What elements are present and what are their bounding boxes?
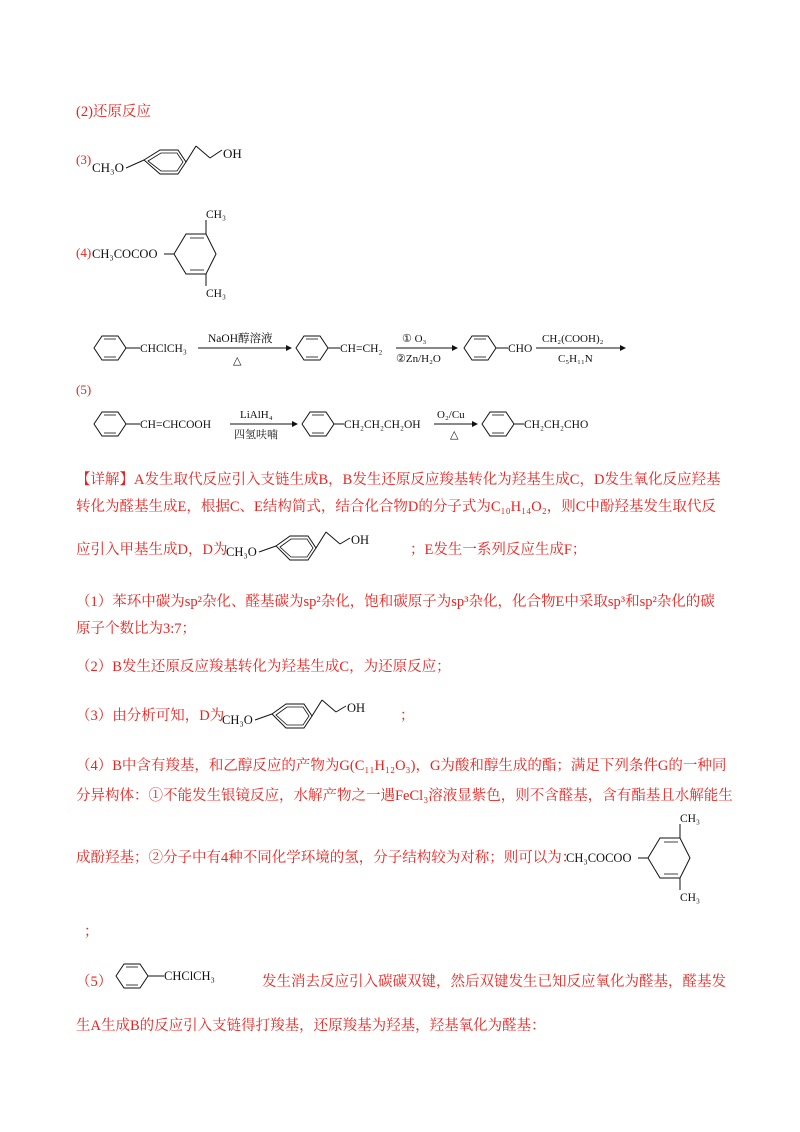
part3-hydroxyl: OH (347, 701, 366, 715)
arrow1-reagent: NaOH醇溶液 (208, 333, 273, 345)
detail-line-3a: 应引入甲基生成D，D为 (76, 542, 228, 558)
ester-label: CH₃COCOO (92, 247, 158, 261)
arrow3-reagent: CH₂(COOH)₂ (542, 333, 604, 345)
detail-structure-d (226, 520, 386, 566)
methyl-bottom-label: CH₃ (206, 288, 226, 300)
part-5-structure (112, 956, 252, 996)
phenylpropanol: CH₂CH₂CH₂OH (344, 419, 421, 431)
part-1-line-2: 原子个数比为3:7； (76, 621, 197, 637)
part-4-structure-isomer (566, 808, 726, 904)
part4-methyl-top: CH₃ (680, 813, 700, 825)
arrow4-solvent: 四氢呋喃 (234, 429, 278, 441)
part-3-structure-d (222, 688, 382, 734)
part-2-line: （2）B发生还原反应羧基转化为羟基生成C，为还原反应； (76, 659, 451, 675)
synthesis-row-1 (90, 322, 630, 374)
arrow1-condition: △ (233, 355, 242, 367)
part-1-line-1: （1）苯环中碳为sp²杂化、醛基碳为sp²杂化，饱和碳原子为sp³杂化，化合物E中采取sp³和sp²杂化的碳 (76, 594, 715, 610)
part-5-line-1: 发生消去反应引入碳碳双键，然后双键发生已知反应氧化为醛基，醛基发 (262, 974, 726, 990)
structure-d-methoxyphenylpropanol (92, 130, 262, 190)
product-styrene: CH=CH₂ (340, 343, 383, 355)
arrow5-condition: △ (450, 429, 459, 441)
hydroxyl-label: OH (223, 146, 242, 161)
answer-4-number: (4) (76, 245, 92, 260)
part-3-line-b: ； (400, 708, 415, 724)
arrow2-condition: ②Zn/H₂O (396, 353, 441, 365)
product-benzaldehyde: CHO (508, 343, 533, 355)
detail-line-2: 转化为醛基生成E，根据C、E结构简式，结合化合物D的分子式为C₁₀H₁₄O₂，则C中酚羟基发生取代反 (76, 499, 716, 515)
answer-2: (2)还原反应 (76, 104, 151, 120)
part4-ester-label: CH₃COCOO (566, 851, 632, 865)
arrow3-condition: C₅H₁₁N (558, 353, 593, 365)
part5-chclch3: CHClCH₃ (164, 969, 215, 983)
methoxy-label: CH₃O (92, 160, 124, 175)
arrow4-reagent: LiAlH₄ (240, 409, 273, 421)
part-4-line-2: 分异构体：①不能发生银镜反应，水解产物之一遇FeCl₃溶液显紫色，则不含醛基，含有酯基且水解能生 (76, 788, 733, 804)
part4-methyl-bottom: CH₃ (680, 892, 700, 904)
part-3-line-a: （3）由分析可知，D为 (76, 708, 225, 724)
part-4-end: ； (84, 924, 99, 940)
arrow2-reagent: ① O₃ (402, 333, 427, 345)
detail-heading: 【详解】 (76, 472, 134, 488)
part-5-number: （5） (76, 974, 113, 990)
arrow5-reagent: O₂/Cu (437, 409, 465, 421)
answer-3-number: (3) (76, 152, 92, 167)
cinnamic-acid: CH=CHCOOH (140, 419, 212, 431)
detail-hydroxyl: OH (351, 533, 370, 547)
synthesis-row-2 (90, 400, 630, 448)
part-4-line-3: 成酚羟基；②分子中有4种不同化学环境的氢，分子结构较为对称；则可以为： (76, 850, 577, 866)
detail-line-3b: ；E发生一系列反应生成F； (410, 542, 587, 558)
structure-isomer-dimethylphenyl-ester (92, 200, 252, 300)
part-4-line-1: （4）B中含有羧基，和乙醇反应的产物为G(C₁₁H₁₂O₃)，G为酸和醇生成的酯；满足下列条件G的一种同 (76, 758, 727, 774)
part3-methoxy: CH₃O (222, 713, 253, 727)
phenylpropanal: CH₂CH₂CHO (524, 419, 589, 431)
answer-5-number: (5) (76, 382, 92, 397)
methyl-top-label: CH₃ (206, 209, 226, 221)
detail-methoxy: CH₃O (226, 545, 257, 559)
reactant-chclch3: CHClCH₃ (140, 343, 187, 355)
part-5-line-2: 生A生成B的反应引入支链得打羧基，还原羧基为羟基，羟基氧化为醛基： (76, 1018, 546, 1034)
detail-line-1 (76, 470, 720, 490)
detail-text-1: A发生取代反应引入支链生成B，B发生还原反应羧基转化为羟基生成C，D发生氧化反应羟基 (134, 472, 721, 488)
